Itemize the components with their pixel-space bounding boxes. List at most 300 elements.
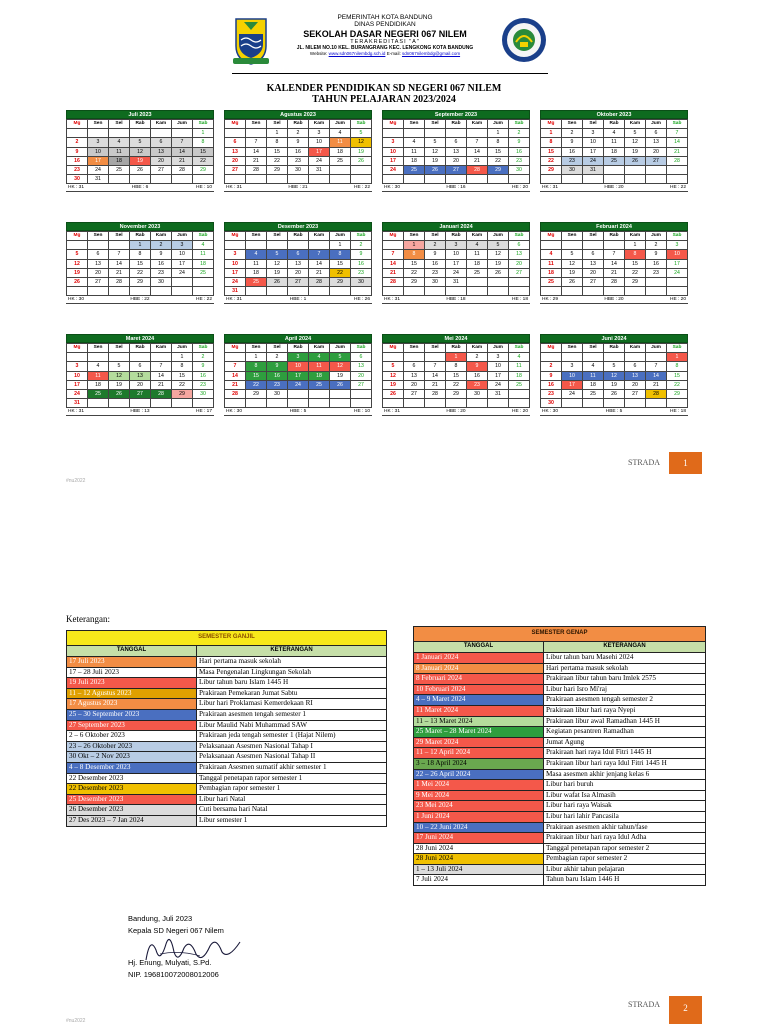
month-summary bbox=[540, 408, 688, 416]
day-cell: 26 bbox=[67, 277, 88, 286]
day-cell: 21 bbox=[246, 156, 267, 165]
day-cell: 25 bbox=[330, 156, 351, 165]
day-cell: 12 bbox=[425, 147, 446, 156]
month-title: Januari 2024 bbox=[382, 222, 530, 231]
day-header: Rab bbox=[288, 232, 309, 241]
month-summary-item: HK : 31 bbox=[226, 297, 242, 303]
legend-date: 22 Desember 2023 bbox=[67, 773, 197, 784]
day-cell: 7 bbox=[309, 250, 330, 259]
legend-description: Prakiraan jeda tengah semester 1 (Hajat Nilem) bbox=[197, 731, 387, 742]
day-cell: 18 bbox=[309, 371, 330, 380]
month-summary-item: HBE : 18 bbox=[446, 297, 466, 303]
day-cell: 14 bbox=[667, 138, 688, 147]
website-label: Website: bbox=[309, 51, 328, 57]
day-cell: 22 bbox=[130, 268, 151, 277]
day-cell: 24 bbox=[583, 156, 604, 165]
day-cell: 10 bbox=[667, 250, 688, 259]
day-cell bbox=[172, 287, 193, 296]
day-cell: 2 bbox=[509, 129, 530, 138]
legend-description: Libur hari Isro Mi'raj bbox=[544, 684, 706, 695]
day-header: Mg bbox=[541, 120, 562, 129]
day-header: Sel bbox=[267, 120, 288, 129]
day-cell: 28 bbox=[225, 389, 246, 398]
day-cell bbox=[404, 399, 425, 408]
day-cell: 5 bbox=[604, 362, 625, 371]
legend-row bbox=[414, 705, 706, 716]
day-cell: 28 bbox=[383, 277, 404, 286]
day-cell: 3 bbox=[488, 353, 509, 362]
day-cell: 26 bbox=[562, 277, 583, 286]
month-summary-item: HK : 30 bbox=[384, 185, 400, 191]
day-cell bbox=[130, 399, 151, 408]
day-cell: 27 bbox=[509, 268, 530, 277]
day-cell: 2 bbox=[288, 129, 309, 138]
legend-row bbox=[67, 741, 387, 752]
day-cell: 20 bbox=[130, 380, 151, 389]
day-cell bbox=[267, 287, 288, 296]
day-header: Sel bbox=[267, 344, 288, 353]
month-title: Juli 2023 bbox=[66, 110, 214, 119]
day-header: Sab bbox=[667, 232, 688, 241]
month-calendar bbox=[382, 222, 530, 304]
day-cell bbox=[288, 175, 309, 184]
day-cell: 11 bbox=[330, 138, 351, 147]
day-cell: 28 bbox=[246, 165, 267, 174]
day-cell: 11 bbox=[467, 250, 488, 259]
day-cell bbox=[109, 399, 130, 408]
legend-date: 11 – 12 April 2024 bbox=[414, 748, 544, 759]
month-summary bbox=[224, 184, 372, 192]
day-cell: 26 bbox=[330, 380, 351, 389]
month-title: September 2023 bbox=[382, 110, 530, 119]
day-cell bbox=[404, 175, 425, 184]
column-header: KETERANGAN bbox=[197, 646, 387, 657]
month-title: Februari 2024 bbox=[540, 222, 688, 231]
day-cell: 23 bbox=[288, 156, 309, 165]
day-header: Rab bbox=[446, 120, 467, 129]
day-cell: 29 bbox=[667, 389, 688, 398]
day-cell: 12 bbox=[130, 147, 151, 156]
day-cell bbox=[67, 353, 88, 362]
day-cell bbox=[562, 399, 583, 408]
day-cell: 1 bbox=[193, 129, 214, 138]
day-cell: 8 bbox=[625, 250, 646, 259]
day-header: Sen bbox=[246, 232, 267, 241]
month-summary-item: HBE : 22 bbox=[130, 297, 150, 303]
day-cell: 13 bbox=[625, 371, 646, 380]
day-cell: 12 bbox=[351, 138, 372, 147]
day-header: Sab bbox=[509, 232, 530, 241]
day-cell bbox=[604, 241, 625, 250]
legend-date: 7 Juli 2024 bbox=[414, 875, 544, 886]
day-cell bbox=[351, 399, 372, 408]
day-cell bbox=[67, 287, 88, 296]
month-summary bbox=[382, 184, 530, 192]
day-cell: 22 bbox=[667, 380, 688, 389]
column-header: KETERANGAN bbox=[544, 642, 706, 653]
day-cell: 7 bbox=[646, 362, 667, 371]
day-cell: 13 bbox=[288, 259, 309, 268]
month-summary-item: HK : 31 bbox=[68, 185, 84, 191]
day-cell: 29 bbox=[130, 277, 151, 286]
day-cell: 10 bbox=[309, 138, 330, 147]
day-cell: 28 bbox=[604, 277, 625, 286]
month-title: November 2023 bbox=[66, 222, 214, 231]
month-summary-item: HK : 31 bbox=[384, 297, 400, 303]
day-cell: 24 bbox=[172, 268, 193, 277]
day-cell: 19 bbox=[109, 380, 130, 389]
day-cell: 10 bbox=[88, 147, 109, 156]
legend-description: Libur Maulid Nabi Muhammad SAW bbox=[197, 720, 387, 731]
day-cell: 15 bbox=[193, 147, 214, 156]
contact-line bbox=[274, 51, 496, 56]
day-cell: 23 bbox=[509, 156, 530, 165]
day-cell: 16 bbox=[351, 259, 372, 268]
legend-row bbox=[414, 811, 706, 822]
day-cell: 6 bbox=[404, 362, 425, 371]
day-cell bbox=[425, 353, 446, 362]
day-cell: 14 bbox=[225, 371, 246, 380]
day-cell: 21 bbox=[667, 147, 688, 156]
day-cell bbox=[288, 287, 309, 296]
month-summary-item: HBE : 20 bbox=[446, 409, 466, 415]
day-cell: 14 bbox=[467, 147, 488, 156]
day-header: Jum bbox=[646, 120, 667, 129]
day-cell bbox=[383, 175, 404, 184]
day-cell: 7 bbox=[667, 129, 688, 138]
day-cell: 27 bbox=[446, 165, 467, 174]
day-cell bbox=[88, 353, 109, 362]
day-cell: 28 bbox=[109, 277, 130, 286]
dept-name: DINAS PENDIDIKAN bbox=[354, 21, 416, 29]
day-cell: 1 bbox=[267, 129, 288, 138]
day-header: Jum bbox=[172, 344, 193, 353]
day-cell bbox=[172, 129, 193, 138]
day-cell bbox=[330, 399, 351, 408]
day-cell: 16 bbox=[288, 147, 309, 156]
legend-date: 19 Juli 2023 bbox=[67, 678, 197, 689]
legend-date: 11 – 13 Maret 2024 bbox=[414, 716, 544, 727]
day-cell: 17 bbox=[88, 156, 109, 165]
month-calendar bbox=[540, 222, 688, 304]
day-cell bbox=[604, 399, 625, 408]
day-cell: 2 bbox=[67, 138, 88, 147]
month-summary-item: HK : 31 bbox=[68, 409, 84, 415]
day-header: Kam bbox=[151, 232, 172, 241]
legend-description: Libur tahun baru Islam 1445 H bbox=[197, 678, 387, 689]
day-cell: 27 bbox=[288, 277, 309, 286]
day-cell bbox=[309, 241, 330, 250]
legend-description: Libur wafat Isa Almasih bbox=[544, 790, 706, 801]
watermark-1: #nu2022 bbox=[66, 478, 86, 484]
day-cell: 22 bbox=[172, 380, 193, 389]
legend-description: Masa asesmen akhir jenjang kelas 6 bbox=[544, 769, 706, 780]
day-cell: 21 bbox=[467, 156, 488, 165]
day-cell: 16 bbox=[562, 147, 583, 156]
legend-description: Libur akhir tahun pelajaran bbox=[544, 864, 706, 875]
day-cell: 4 bbox=[467, 241, 488, 250]
legend-description: Pembagian rapor semester 1 bbox=[197, 784, 387, 795]
day-cell: 17 bbox=[446, 259, 467, 268]
legend-description: Pelaksanaan Asesmen Nasional Tahap II bbox=[197, 752, 387, 763]
day-cell: 22 bbox=[488, 156, 509, 165]
day-cell bbox=[193, 287, 214, 296]
day-cell: 6 bbox=[646, 129, 667, 138]
day-cell bbox=[404, 353, 425, 362]
day-cell: 8 bbox=[330, 250, 351, 259]
letterhead bbox=[232, 14, 548, 76]
day-cell: 15 bbox=[541, 147, 562, 156]
legend-description: Libur hari buruh bbox=[544, 780, 706, 791]
day-cell: 28 bbox=[467, 165, 488, 174]
day-cell: 5 bbox=[383, 362, 404, 371]
month-title: April 2024 bbox=[224, 334, 372, 343]
day-cell bbox=[667, 165, 688, 174]
day-cell: 31 bbox=[225, 287, 246, 296]
day-cell: 28 bbox=[172, 165, 193, 174]
day-cell: 29 bbox=[446, 389, 467, 398]
day-cell bbox=[625, 175, 646, 184]
legend-description: Prakiraan libur hari raya Idul Adha bbox=[544, 833, 706, 844]
day-cell bbox=[151, 175, 172, 184]
month-summary-item: HE : 10 bbox=[354, 409, 370, 415]
day-cell: 29 bbox=[404, 277, 425, 286]
day-cell: 3 bbox=[383, 138, 404, 147]
day-header: Jum bbox=[172, 232, 193, 241]
day-cell bbox=[467, 287, 488, 296]
legend-row bbox=[414, 684, 706, 695]
day-cell: 15 bbox=[130, 259, 151, 268]
school-name: SEKOLAH DASAR NEGERI 067 NILEM bbox=[303, 28, 467, 39]
day-cell bbox=[193, 277, 214, 286]
sign-role: Kepala SD Negeri 067 Nilem bbox=[128, 926, 224, 935]
day-cell bbox=[446, 129, 467, 138]
day-header: Mg bbox=[67, 344, 88, 353]
month-title: Juni 2024 bbox=[540, 334, 688, 343]
day-cell: 14 bbox=[646, 371, 667, 380]
legend-row bbox=[414, 758, 706, 769]
day-cell: 11 bbox=[583, 371, 604, 380]
day-cell: 7 bbox=[246, 138, 267, 147]
legend-description: Libur semester 1 bbox=[197, 815, 387, 826]
day-cell bbox=[225, 129, 246, 138]
legend-date: 11 Maret 2024 bbox=[414, 705, 544, 716]
day-cell: 9 bbox=[509, 138, 530, 147]
day-cell: 4 bbox=[509, 353, 530, 362]
day-header: Sel bbox=[583, 344, 604, 353]
day-cell: 23 bbox=[67, 165, 88, 174]
day-header: Sel bbox=[267, 232, 288, 241]
day-header: Mg bbox=[541, 232, 562, 241]
day-cell: 26 bbox=[425, 165, 446, 174]
legend-row bbox=[414, 727, 706, 738]
day-cell: 28 bbox=[667, 156, 688, 165]
month-summary-item: HE : 20 bbox=[669, 297, 686, 303]
day-cell: 17 bbox=[383, 156, 404, 165]
day-cell: 4 bbox=[88, 362, 109, 371]
day-cell: 14 bbox=[246, 147, 267, 156]
day-header: Sab bbox=[351, 232, 372, 241]
legend-row bbox=[67, 805, 387, 816]
month-calendar bbox=[382, 334, 530, 416]
legend-description: Libur hari Proklamasi Kemerdekaan RI bbox=[197, 699, 387, 710]
day-cell: 20 bbox=[288, 268, 309, 277]
month-summary-item: HK : 31 bbox=[542, 185, 558, 191]
day-cell bbox=[667, 175, 688, 184]
day-cell: 23 bbox=[425, 268, 446, 277]
day-header: Rab bbox=[130, 120, 151, 129]
day-cell: 14 bbox=[172, 147, 193, 156]
month-summary-item: HBE : 5 bbox=[605, 409, 623, 415]
day-cell: 18 bbox=[583, 380, 604, 389]
day-cell: 16 bbox=[646, 259, 667, 268]
day-header: Rab bbox=[446, 344, 467, 353]
day-cell bbox=[583, 175, 604, 184]
day-cell: 16 bbox=[193, 371, 214, 380]
month-summary-item: HE : 20 bbox=[511, 185, 528, 191]
day-cell: 8 bbox=[246, 362, 267, 371]
day-cell bbox=[646, 277, 667, 286]
legend-row bbox=[67, 678, 387, 689]
day-cell: 24 bbox=[667, 268, 688, 277]
day-cell: 6 bbox=[351, 353, 372, 362]
email-label: E-mail: bbox=[386, 51, 401, 57]
day-cell bbox=[509, 287, 530, 296]
month-calendar bbox=[382, 110, 530, 192]
day-cell: 25 bbox=[583, 389, 604, 398]
day-header: Sen bbox=[404, 232, 425, 241]
day-header: Sel bbox=[583, 120, 604, 129]
day-cell: 26 bbox=[625, 156, 646, 165]
day-cell bbox=[246, 399, 267, 408]
day-cell bbox=[646, 175, 667, 184]
day-cell: 26 bbox=[383, 389, 404, 398]
day-cell bbox=[425, 399, 446, 408]
day-cell: 15 bbox=[172, 371, 193, 380]
day-cell: 15 bbox=[404, 259, 425, 268]
legend-description: Prakiraan libur hari raya Nyepi bbox=[544, 705, 706, 716]
day-cell: 20 bbox=[88, 268, 109, 277]
day-cell: 19 bbox=[351, 147, 372, 156]
day-cell: 2 bbox=[425, 241, 446, 250]
day-cell bbox=[488, 287, 509, 296]
day-cell: 22 bbox=[446, 380, 467, 389]
month-calendar bbox=[224, 110, 372, 192]
day-cell bbox=[625, 399, 646, 408]
month-summary bbox=[382, 296, 530, 304]
day-cell: 4 bbox=[541, 250, 562, 259]
day-cell: 22 bbox=[404, 268, 425, 277]
day-cell: 5 bbox=[562, 250, 583, 259]
day-cell: 20 bbox=[151, 156, 172, 165]
month-summary-item: HK : 29 bbox=[542, 297, 558, 303]
day-cell bbox=[109, 175, 130, 184]
legend-row bbox=[67, 731, 387, 742]
legend-row bbox=[414, 822, 706, 833]
day-cell bbox=[246, 287, 267, 296]
strada-label-1: STRADA bbox=[628, 458, 661, 467]
day-cell bbox=[404, 129, 425, 138]
day-cell: 28 bbox=[646, 389, 667, 398]
day-cell: 28 bbox=[151, 389, 172, 398]
month-summary-item: HK : 30 bbox=[226, 409, 242, 415]
day-cell: 27 bbox=[151, 165, 172, 174]
day-cell bbox=[604, 287, 625, 296]
day-cell bbox=[667, 399, 688, 408]
month-summary-item: HE : 22 bbox=[669, 185, 686, 191]
day-cell: 9 bbox=[151, 250, 172, 259]
day-cell: 21 bbox=[109, 268, 130, 277]
legend-date: 22 – 26 April 2024 bbox=[414, 769, 544, 780]
day-cell: 2 bbox=[646, 241, 667, 250]
day-cell: 23 bbox=[646, 268, 667, 277]
day-cell: 19 bbox=[130, 156, 151, 165]
legend-row bbox=[414, 748, 706, 759]
legend-row bbox=[414, 854, 706, 865]
day-header: Mg bbox=[225, 120, 246, 129]
day-cell: 2 bbox=[151, 241, 172, 250]
day-cell bbox=[646, 287, 667, 296]
legend-row bbox=[67, 794, 387, 805]
day-cell bbox=[267, 241, 288, 250]
day-cell: 31 bbox=[309, 165, 330, 174]
day-header: Kam bbox=[309, 120, 330, 129]
day-cell: 1 bbox=[446, 353, 467, 362]
day-cell: 30 bbox=[151, 277, 172, 286]
day-cell bbox=[246, 175, 267, 184]
day-header: Mg bbox=[225, 232, 246, 241]
day-cell: 19 bbox=[488, 259, 509, 268]
day-cell: 23 bbox=[267, 380, 288, 389]
email-link[interactable]: sdn067nilembdg@gmail.com bbox=[401, 51, 461, 57]
semester-title: SEMESTER GENAP bbox=[414, 627, 706, 642]
day-cell: 6 bbox=[583, 250, 604, 259]
day-header: Sel bbox=[109, 344, 130, 353]
day-cell: 8 bbox=[404, 250, 425, 259]
day-cell bbox=[467, 129, 488, 138]
day-cell: 15 bbox=[267, 147, 288, 156]
sign-nip: NIP. 196810072008012006 bbox=[128, 970, 219, 979]
legend-row bbox=[67, 720, 387, 731]
day-cell: 3 bbox=[88, 138, 109, 147]
website-link[interactable]: www.sdn067nilembdg.sch.id bbox=[328, 51, 386, 57]
month-title: Maret 2024 bbox=[66, 334, 214, 343]
day-cell: 2 bbox=[541, 362, 562, 371]
day-cell: 12 bbox=[109, 371, 130, 380]
day-cell: 20 bbox=[351, 371, 372, 380]
day-cell: 9 bbox=[288, 138, 309, 147]
legend-description: Tanggal penetapan rapor semester 2 bbox=[544, 843, 706, 854]
legend-date: 27 September 2023 bbox=[67, 720, 197, 731]
day-cell: 10 bbox=[172, 250, 193, 259]
day-header: Kam bbox=[151, 344, 172, 353]
day-cell: 25 bbox=[109, 165, 130, 174]
month-summary-item: HE : 18 bbox=[511, 297, 528, 303]
day-header: Sen bbox=[562, 232, 583, 241]
sign-name: Hj. Enung, Mulyati, S.Pd. bbox=[128, 958, 212, 967]
day-cell: 10 bbox=[583, 138, 604, 147]
day-cell: 14 bbox=[425, 371, 446, 380]
day-cell: 10 bbox=[67, 371, 88, 380]
day-cell bbox=[193, 399, 214, 408]
day-header: Sen bbox=[246, 120, 267, 129]
legend-date: 8 Januari 2024 bbox=[414, 663, 544, 674]
day-cell bbox=[383, 353, 404, 362]
day-cell: 26 bbox=[109, 389, 130, 398]
day-cell bbox=[309, 175, 330, 184]
day-cell: 30 bbox=[351, 277, 372, 286]
legend-row bbox=[414, 780, 706, 791]
